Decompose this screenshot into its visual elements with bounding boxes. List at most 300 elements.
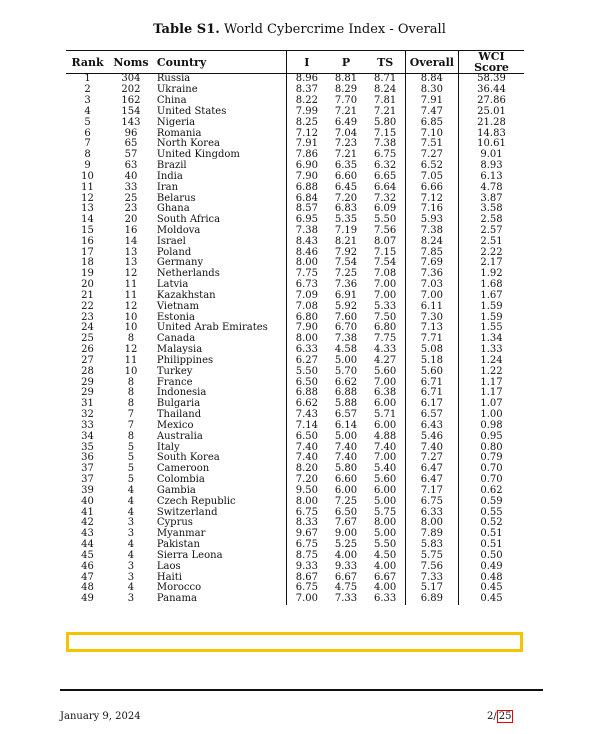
footer-date: January 9, 2024: [60, 711, 141, 722]
cell-overall: 7.71: [405, 334, 458, 345]
cell-i: 8.96: [287, 74, 327, 85]
cell-overall: 7.38: [405, 226, 458, 237]
cell-i: 7.90: [287, 171, 327, 182]
cell-wci-score: 2.51: [459, 236, 525, 247]
cell-wci-score: 0.62: [459, 485, 525, 496]
cell-ts: 6.00: [374, 484, 397, 496]
cell-noms: 96: [124, 127, 138, 139]
cell-overall: 7.51: [405, 139, 458, 150]
cell-rank: 29: [81, 376, 94, 388]
cell-rank: 43: [81, 528, 94, 540]
col-header-ts: TS: [377, 55, 394, 69]
cell-country: United Arab Emirates: [156, 322, 268, 334]
cell-ts: 7.21: [374, 105, 397, 117]
cell-i: 6.75: [287, 583, 327, 594]
cell-country: Haiti: [156, 571, 182, 583]
cell-noms: 11: [124, 279, 138, 291]
table-row: [66, 74, 524, 85]
cell-p: 6.57: [334, 409, 358, 421]
cell-p: 7.04: [334, 127, 358, 139]
cell-overall: 6.57: [405, 410, 458, 421]
cell-ts: 5.60: [374, 365, 397, 377]
cell-wci-score: 0.70: [459, 475, 525, 486]
caption-label: Table S1.: [153, 22, 220, 37]
cell-wci-score: 0.45: [459, 583, 525, 594]
cell-rank: 28: [81, 365, 94, 377]
cell-p: 6.62: [334, 376, 358, 388]
cell-noms: 14: [124, 235, 138, 247]
cell-rank: 8: [84, 149, 91, 161]
cell-p: 7.54: [334, 257, 358, 269]
cell-noms: 3: [127, 593, 135, 605]
cell-ts: 6.33: [374, 593, 397, 605]
table-row: [66, 540, 524, 551]
cell-overall: 7.12: [405, 193, 458, 204]
cell-ts: 8.07: [374, 235, 397, 247]
cell-wci-score: 0.48: [459, 572, 525, 583]
cell-noms: 11: [124, 354, 138, 366]
table-row: [66, 312, 524, 323]
cell-overall: 8.84: [405, 74, 458, 85]
cell-noms: 4: [127, 582, 135, 594]
cell-p: 7.38: [334, 333, 358, 345]
cell-overall: 7.30: [405, 312, 458, 323]
cell-noms: 13: [124, 246, 138, 258]
cell-i: 7.12: [287, 128, 327, 139]
cell-ts: 7.75: [374, 333, 397, 345]
table-row: [66, 529, 524, 540]
cell-country: United States: [156, 105, 227, 117]
cell-country: Colombia: [156, 474, 205, 486]
cell-rank: 10: [81, 170, 94, 182]
cell-p: 7.33: [334, 593, 358, 605]
cell-country: Russia: [156, 73, 191, 85]
cell-country: Belarus: [156, 192, 196, 204]
cell-wci-score: 0.80: [459, 442, 525, 453]
cell-rank: 32: [81, 409, 94, 421]
cell-rank: 46: [81, 560, 94, 572]
caption-title: World Cybercrime Index - Overall: [223, 22, 446, 37]
cell-overall: 6.47: [405, 464, 458, 475]
cell-rank: 25: [81, 333, 94, 345]
cell-p: 6.49: [334, 116, 358, 128]
cell-wci-score: 2.17: [459, 258, 525, 269]
cell-wci-score: 14.83: [459, 128, 525, 139]
cell-overall: 6.47: [405, 475, 458, 486]
cell-noms: 23: [124, 203, 138, 215]
cell-noms: 33: [124, 181, 138, 193]
cell-noms: 202: [121, 84, 141, 96]
table-row: [66, 345, 524, 356]
table-row: [66, 485, 524, 496]
table-row: [66, 96, 524, 107]
cell-i: 8.22: [287, 96, 327, 107]
cell-rank: 35: [81, 441, 94, 453]
cell-overall: 5.93: [405, 215, 458, 226]
cell-country: Laos: [156, 560, 181, 572]
cell-i: 7.91: [287, 139, 327, 150]
cell-i: 7.09: [287, 291, 327, 302]
cell-country: Romania: [156, 127, 202, 139]
cell-i: 7.08: [287, 301, 327, 312]
cell-wci-score: 1.22: [459, 366, 525, 377]
cell-wci-score: 1.00: [459, 410, 525, 421]
cell-rank: 26: [81, 344, 94, 356]
cell-ts: 4.33: [374, 344, 397, 356]
cell-overall: 6.52: [405, 161, 458, 172]
cell-i: 8.43: [287, 236, 327, 247]
cell-p: 5.92: [334, 300, 358, 312]
cell-noms: 65: [124, 138, 138, 150]
cell-p: 7.21: [334, 149, 358, 161]
cell-ts: 5.00: [374, 528, 397, 540]
cell-rank: 48: [81, 582, 94, 594]
cell-ts: 8.24: [374, 84, 397, 96]
cell-overall: 6.66: [405, 182, 458, 193]
table-row: [66, 431, 524, 442]
cell-country: South Korea: [156, 452, 220, 464]
cell-country: France: [156, 376, 193, 388]
table-row: [66, 496, 524, 507]
cell-rank: 39: [81, 484, 94, 496]
cell-ts: 4.00: [374, 582, 397, 594]
cell-i: 8.37: [287, 85, 327, 96]
cell-wci-score: 1.68: [459, 280, 525, 291]
cell-i: 8.67: [287, 572, 327, 583]
table-row: [66, 561, 524, 572]
cell-p: 6.91: [334, 289, 358, 301]
cell-rank: 2: [84, 84, 91, 96]
cell-ts: 8.71: [374, 73, 397, 85]
cell-i: 6.27: [287, 356, 327, 367]
cell-ts: 5.00: [374, 495, 397, 507]
cell-ts: 4.50: [374, 549, 397, 561]
cell-p: 7.23: [334, 138, 358, 150]
cell-ts: 7.38: [374, 138, 397, 150]
cell-overall: 7.33: [405, 572, 458, 583]
cell-i: 6.75: [287, 540, 327, 551]
cell-wci-score: 25.01: [459, 106, 525, 117]
cell-country: Australia: [156, 430, 203, 442]
cell-country: Morocco: [156, 582, 202, 594]
cell-noms: 40: [124, 170, 138, 182]
cell-ts: 5.33: [374, 300, 397, 312]
cell-noms: 13: [124, 257, 138, 269]
cell-i: 7.40: [287, 453, 327, 464]
cell-country: Netherlands: [156, 268, 220, 280]
cell-country: Vietnam: [156, 300, 199, 312]
cell-noms: 154: [121, 105, 141, 117]
cell-p: 5.00: [334, 354, 358, 366]
cell-rank: 34: [81, 430, 94, 442]
cell-i: 7.00: [287, 594, 327, 605]
cell-ts: 7.54: [374, 257, 397, 269]
cell-ts: 5.40: [374, 463, 397, 475]
cell-noms: 143: [121, 116, 141, 128]
cell-noms: 20: [124, 214, 138, 226]
cell-noms: 12: [124, 268, 138, 280]
cell-ts: 7.08: [374, 268, 397, 280]
cell-country: China: [156, 95, 187, 107]
cell-p: 6.45: [334, 181, 358, 193]
cell-ts: 7.32: [374, 192, 397, 204]
col-header-wci-score: WCI Score: [459, 51, 525, 74]
cell-noms: 4: [127, 495, 135, 507]
cell-p: 6.00: [334, 484, 358, 496]
cell-overall: 7.17: [405, 485, 458, 496]
table-row: [66, 269, 524, 280]
cell-noms: 5: [127, 452, 135, 464]
cell-overall: 5.83: [405, 540, 458, 551]
cell-wci-score: 0.79: [459, 453, 525, 464]
cell-overall: 8.00: [405, 518, 458, 529]
cell-i: 6.95: [287, 215, 327, 226]
cell-wci-score: 4.78: [459, 182, 525, 193]
cell-country: Cyprus: [156, 517, 193, 529]
table-row: [66, 323, 524, 334]
cell-ts: 6.75: [374, 149, 397, 161]
cell-i: 7.40: [287, 442, 327, 453]
cell-overall: 7.40: [405, 442, 458, 453]
cell-rank: 11: [81, 181, 94, 193]
cell-i: 6.50: [287, 377, 327, 388]
cell-p: 4.75: [334, 582, 358, 594]
table-row: [66, 182, 524, 193]
cell-noms: 10: [124, 365, 138, 377]
cell-rank: 44: [81, 539, 94, 551]
cell-p: 7.70: [334, 95, 358, 107]
table-caption: [0, 22, 599, 37]
cell-p: 7.67: [334, 517, 358, 529]
cell-ts: 5.71: [374, 409, 397, 421]
cell-p: 7.36: [334, 279, 358, 291]
cell-ts: 7.00: [374, 289, 397, 301]
cell-wci-score: 0.70: [459, 464, 525, 475]
cell-rank: 19: [81, 268, 94, 280]
cell-country: Kazakhstan: [156, 289, 216, 301]
cell-p: 6.60: [334, 170, 358, 182]
cell-overall: 5.75: [405, 550, 458, 561]
cell-rank: 22: [81, 300, 94, 312]
cell-wci-score: 2.58: [459, 215, 525, 226]
table-row: [66, 550, 524, 561]
table-row: [66, 334, 524, 345]
cell-wci-score: 27.86: [459, 96, 525, 107]
table-row: [66, 366, 524, 377]
cell-i: 9.67: [287, 529, 327, 540]
cell-wci-score: 2.22: [459, 247, 525, 258]
table-row: [66, 421, 524, 432]
table-row: [66, 377, 524, 388]
cell-ts: 6.67: [374, 571, 397, 583]
cell-p: 6.35: [334, 160, 358, 172]
cell-i: 6.33: [287, 345, 327, 356]
cell-country: Malaysia: [156, 344, 203, 356]
cell-overall: 7.56: [405, 561, 458, 572]
cell-wci-score: 2.57: [459, 226, 525, 237]
cell-rank: 15: [81, 225, 94, 236]
cell-ts: 6.80: [374, 322, 397, 334]
cell-wci-score: 1.34: [459, 334, 525, 345]
cell-noms: 8: [127, 333, 135, 345]
cell-rank: 31: [81, 398, 94, 410]
cell-country: India: [156, 170, 183, 182]
cell-ts: 7.81: [374, 95, 397, 107]
cell-country: Switzerland: [156, 506, 218, 518]
table-row: [66, 215, 524, 226]
table-row: [66, 475, 524, 486]
cell-wci-score: 1.07: [459, 399, 525, 410]
cell-overall: 6.17: [405, 399, 458, 410]
cell-wci-score: 3.58: [459, 204, 525, 215]
cell-p: 7.40: [334, 452, 358, 464]
cell-noms: 11: [124, 289, 138, 301]
table-row: [66, 236, 524, 247]
table-row: [66, 301, 524, 312]
cell-p: 5.80: [334, 463, 358, 475]
table-row: [66, 291, 524, 302]
cell-wci-score: 0.59: [459, 496, 525, 507]
cell-country: Myanmar: [156, 528, 206, 540]
cell-rank: 3: [84, 95, 91, 107]
cell-ts: 7.15: [374, 246, 397, 258]
cell-overall: 7.47: [405, 106, 458, 117]
cell-noms: 8: [127, 398, 135, 410]
table-row: [66, 399, 524, 410]
page-current: 2: [487, 711, 494, 722]
cell-country: Gambia: [156, 484, 196, 496]
cell-noms: 4: [127, 484, 135, 496]
page-total-link[interactable]: 25: [498, 711, 512, 722]
table-row: [66, 139, 524, 150]
cell-noms: 304: [121, 73, 141, 85]
cell-i: 6.73: [287, 280, 327, 291]
cybercrime-index-table: [66, 50, 524, 605]
col-header-i: I: [287, 51, 327, 74]
cell-country: Ghana: [156, 203, 190, 215]
cell-noms: 16: [124, 225, 138, 236]
cell-country: Panama: [156, 593, 197, 605]
cell-i: 7.38: [287, 226, 327, 237]
cell-wci-score: 1.59: [459, 312, 525, 323]
cell-rank: 5: [84, 116, 91, 128]
cell-country: Bulgaria: [156, 398, 201, 410]
cell-p: 6.60: [334, 474, 358, 486]
cell-country: Thailand: [156, 409, 202, 421]
cell-p: 7.25: [334, 495, 358, 507]
cell-i: 9.33: [287, 561, 327, 572]
cell-p: 8.29: [334, 84, 358, 96]
cell-overall: 6.85: [405, 117, 458, 128]
cell-overall: 7.00: [405, 291, 458, 302]
cell-i: 7.86: [287, 150, 327, 161]
cell-rank: 24: [81, 322, 94, 334]
cell-p: 7.25: [334, 268, 358, 280]
cell-overall: 7.91: [405, 96, 458, 107]
cell-i: 7.99: [287, 106, 327, 117]
cell-country: Pakistan: [156, 539, 200, 551]
cell-p: 5.35: [334, 214, 358, 226]
cell-rank: 37: [81, 463, 94, 475]
cell-overall: 7.69: [405, 258, 458, 269]
cell-p: 7.19: [334, 225, 358, 236]
cell-i: 8.25: [287, 117, 327, 128]
cell-i: 7.20: [287, 475, 327, 486]
cell-rank: 45: [81, 549, 94, 561]
table-row: [66, 258, 524, 269]
cell-noms: 10: [124, 311, 138, 323]
highlight-box: [66, 632, 523, 652]
cell-p: 6.88: [334, 387, 358, 399]
cell-ts: 6.32: [374, 160, 397, 172]
cell-ts: 6.00: [374, 398, 397, 410]
cell-noms: 7: [127, 409, 135, 421]
cell-ts: 7.00: [374, 376, 397, 388]
cell-i: 7.14: [287, 421, 327, 432]
cell-country: Iran: [156, 181, 179, 193]
cell-i: 7.90: [287, 323, 327, 334]
cell-country: Latvia: [156, 279, 189, 291]
table-row: [66, 85, 524, 96]
cell-country: Italy: [156, 441, 180, 453]
cell-overall: 6.71: [405, 377, 458, 388]
cell-rank: 4: [84, 105, 91, 117]
cell-overall: 6.11: [405, 301, 458, 312]
table-row: [66, 572, 524, 583]
cell-i: 6.88: [287, 388, 327, 399]
table-row: [66, 583, 524, 594]
cell-country: Canada: [156, 333, 196, 345]
cell-i: 6.90: [287, 161, 327, 172]
table-row: [66, 128, 524, 139]
cell-i: 8.75: [287, 550, 327, 561]
table-row: [66, 356, 524, 367]
cell-ts: 7.00: [374, 452, 397, 464]
cell-overall: 7.36: [405, 269, 458, 280]
cell-noms: 162: [121, 95, 141, 107]
cell-p: 6.14: [334, 419, 358, 431]
cell-noms: 4: [127, 506, 135, 518]
cell-wci-score: 0.49: [459, 561, 525, 572]
cell-i: 8.00: [287, 258, 327, 269]
cell-overall: 8.24: [405, 236, 458, 247]
cell-country: Ukraine: [156, 84, 198, 96]
cell-overall: 7.27: [405, 453, 458, 464]
cell-ts: 7.40: [374, 441, 397, 453]
cell-overall: 5.60: [405, 366, 458, 377]
cell-wci-score: 6.13: [459, 171, 525, 182]
cell-ts: 7.56: [374, 225, 397, 236]
cell-country: North Korea: [156, 138, 220, 150]
cell-ts: 7.00: [374, 279, 397, 291]
cell-noms: 57: [124, 149, 138, 161]
cell-i: 8.46: [287, 247, 327, 258]
cell-wci-score: 1.59: [459, 301, 525, 312]
cell-rank: 16: [81, 235, 94, 247]
cell-overall: 7.16: [405, 204, 458, 215]
cell-i: 6.80: [287, 312, 327, 323]
cell-overall: 5.08: [405, 345, 458, 356]
cell-p: 7.92: [334, 246, 358, 258]
cell-p: 6.50: [334, 506, 358, 518]
cell-rank: 42: [81, 517, 94, 529]
table-body: [66, 74, 524, 605]
col-header-overall: Overall: [405, 51, 458, 74]
cell-ts: 5.60: [374, 474, 397, 486]
cell-ts: 6.38: [374, 387, 397, 399]
cell-rank: 13: [81, 203, 94, 215]
cell-noms: 8: [127, 376, 135, 388]
